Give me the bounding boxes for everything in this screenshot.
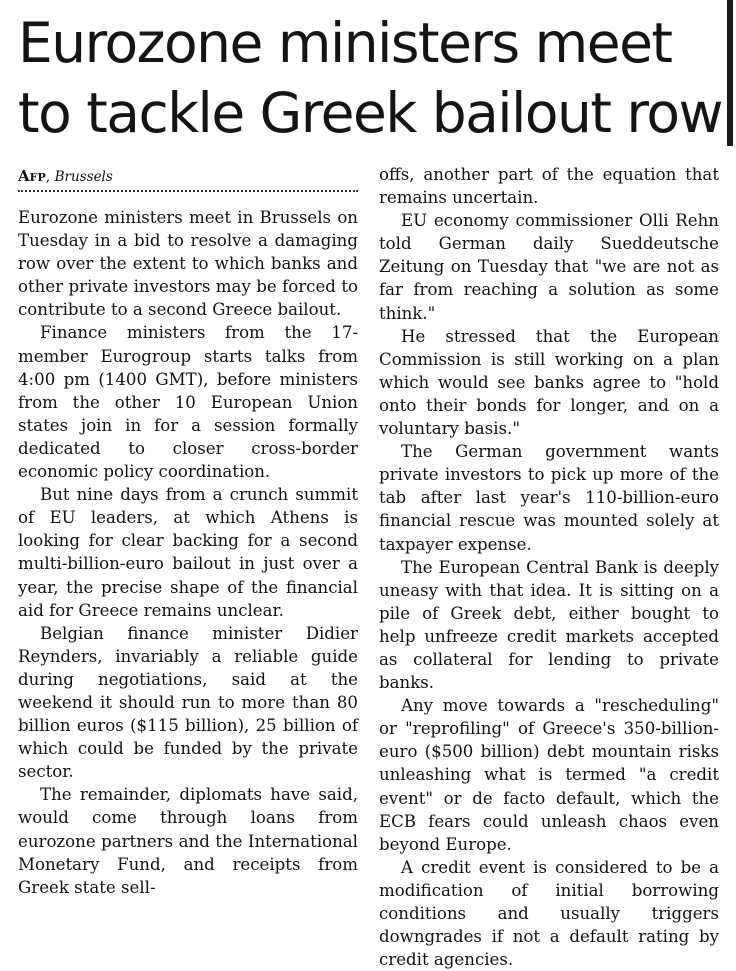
- paragraph: He stressed that the European Commission is still working on a plan which would see banks agree to "hold onto their bonds for longer, and on a voluntary basis.": [379, 326, 719, 439]
- byline-city: Brussels: [54, 169, 113, 185]
- byline: Afp, Brussels: [18, 167, 113, 185]
- paragraph: A credit event is considered to be a modification of initial borrowing conditions and usually triggers downgrades if not a default rating by credit agencies.: [379, 857, 719, 970]
- column-rule: [727, 0, 733, 146]
- paragraph: The European Central Bank is deeply uneasy with that idea. It is sitting on a pile of Greek debt, either bought to help unfreeze credit markets accepted as collateral for lending to private banks.: [379, 557, 719, 693]
- article-column-right: [379, 163, 719, 971]
- paragraph: But nine days from a crunch summit of EU leaders, at which Athens is looking for clear backing for a second multi-billion-euro bailout in just over a year, the precise shape of the financial aid for Greece remains unclear.: [18, 485, 358, 620]
- paragraph: Eurozone ministers meet in Brussels on Tuesday in a bid to resolve a damaging row over the extent to which banks and other private investors may be forced to contribute to a second Greece bailout.: [18, 208, 358, 320]
- article-column-left: [18, 164, 358, 899]
- paragraph: Any move towards a "rescheduling" or "reprofiling" of Greece's 350-billion-euro ($500 billion) debt mountain risks unleashing what is termed "a credit event" or de facto default, which the ECB fears could unleash chaos even beyond Europe.: [379, 696, 719, 854]
- paragraph: The remainder, diplomats have said, would come through loans from eurozone partners and the International Monetary Fund, and receipts from Greek state sell-: [18, 785, 358, 897]
- paragraph: The German government wants private investors to pick up more of the tab after last year's 110-billion-euro financial rescue was mounted solely at taxpayer expense.: [379, 442, 719, 554]
- byline-agency: Afp: [18, 167, 46, 185]
- paragraph: EU economy commissioner Olli Rehn told German daily Sueddeutsche Zeitung on Tuesday that "we are not as far from reaching a solution as some think.": [379, 211, 719, 323]
- headline: Eurozone ministers meet to tackle Greek bailout row: [18, 11, 722, 145]
- paragraph: Finance ministers from the 17-member Eurogroup starts talks from 4:00 pm (1400 GMT), before ministers from the other 10 European Union states join in for a session formally dedicated to closer cross-border economic policy coordination.: [18, 323, 358, 482]
- paragraph: offs, another part of the equation that remains uncertain.: [379, 165, 719, 208]
- paragraph: Belgian finance minister Didier Reynders, invariably a reliable guide during negotiations, said at the weekend it should run to more than 80 billion euros ($115 billion), 25 billion of which could be funded by the private sector.: [18, 623, 358, 782]
